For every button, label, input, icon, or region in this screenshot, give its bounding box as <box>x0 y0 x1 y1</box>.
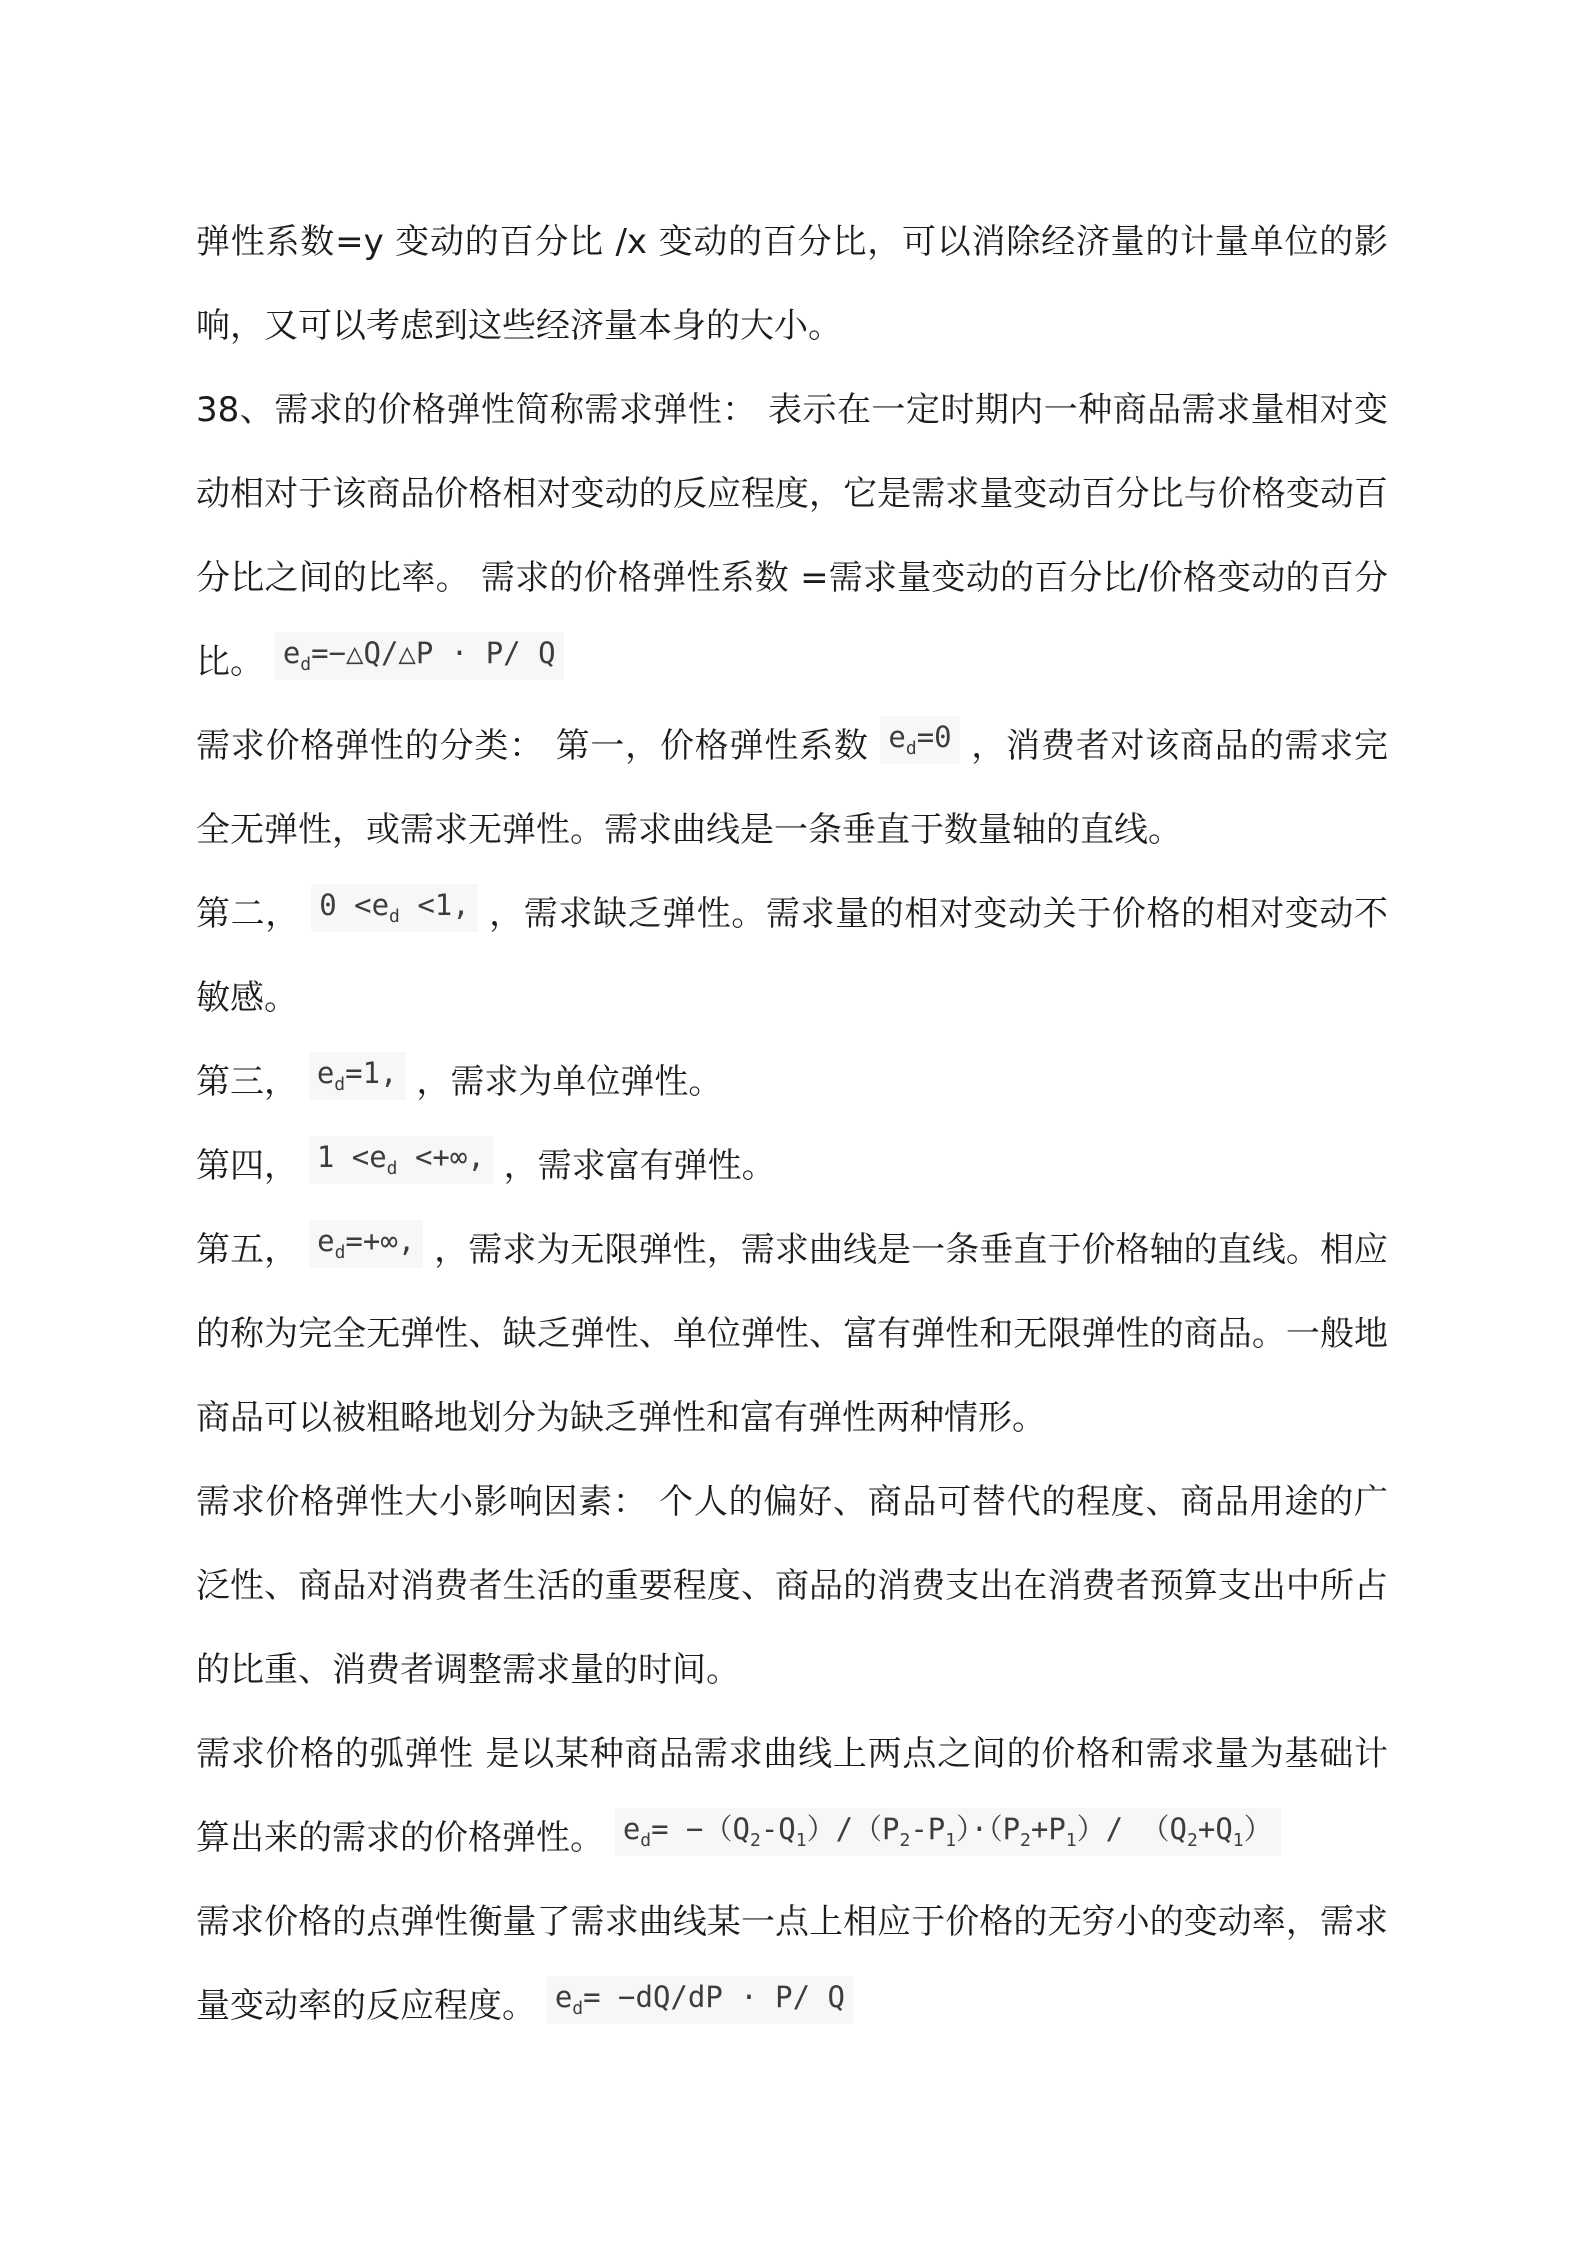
paragraph-text: ，消费者对该商品的需求完全无弹性，或需求无弹性。需求曲线是一条垂直于数量轴的直线。 <box>196 726 1388 850</box>
paragraph-elasticity-coefficient <box>196 200 1388 368</box>
formula-ed-equals-0: $e_d=0$ <box>880 716 959 764</box>
paragraph-text: 第四， <box>196 1146 298 1186</box>
formula-ed-equals-infinity: $e_d=+\infty$, <box>309 1220 423 1268</box>
paragraph-text: 第五， <box>196 1230 299 1270</box>
formula-ed-equals-1: $e_d=1$, <box>309 1052 406 1100</box>
paragraph-arc-elasticity <box>196 1712 1388 1880</box>
paragraph-point-elasticity <box>196 1880 1388 2048</box>
paragraph-third-unit-elastic <box>196 1040 1388 1124</box>
paragraph-text: 需求价格弹性大小影响因素： 个人的偏好、商品可替代的程度、商品用途的广泛性、商品对消费者生活的重要程度、商品的消费支出在消费者预算支出中所占的比重、消费者调整需求量的时间。 <box>196 1482 1388 1690</box>
paragraph-text: ，需求为无限弹性，需求曲线是一条垂直于价格轴的直线。相应的称为完全无弹性、缺乏弹性、单位弹性、富有弹性和无限弹性的商品。一般地商品可以被粗略地划分为缺乏弹性和富有弹性两种情形。 <box>196 1230 1389 1438</box>
formula-point-elasticity: $e_d= -dQ/dP \cdot P/$ Q <box>547 1976 853 2024</box>
formula-price-elasticity-definition: $e_d=-\triangle Q/\triangle P \cdot P/$ Q <box>275 632 564 680</box>
formula-arc-elasticity: $e_d= -(Q_2-Q_1)/(P_2-P_1)\cdot(P_2+P_1)/$ $(Q_2+Q_1)$ <box>615 1808 1281 1856</box>
paragraph-classification-first <box>196 704 1388 872</box>
formula-ed-between-1-and-infinity: $1 <e_d$ <+∞, <box>309 1136 493 1184</box>
paragraph-text: 38、需求的价格弹性简称需求弹性： 表示在一定时期内一种商品需求量相对变动相对于该商品价格相对变动的反应程度，它是需求量变动百分比与价格变动百分比之间的比率。 需求的价格弹性系数 =需求量变动的百分比/价格变动的百分比。 <box>196 390 1388 682</box>
document-body <box>196 200 1388 2048</box>
paragraph-38-demand-price-elasticity <box>196 368 1388 704</box>
paragraph-text: 第三， <box>196 1062 298 1102</box>
paragraph-text: 需求价格的点弹性衡量了需求曲线某一点上相应于价格的无穷小的变动率，需求量变动率的反应程度。 <box>196 1902 1388 2026</box>
paragraph-text: 需求价格弹性的分类： 第一，价格弹性系数 <box>196 726 869 766</box>
formula-ed-between-0-and-1: $0 <e_d <1$, <box>311 884 478 932</box>
paragraph-text: ，需求为单位弹性。 <box>416 1062 723 1102</box>
paragraph-fourth-elastic <box>196 1124 1388 1208</box>
paragraph-second-inelastic <box>196 872 1388 1040</box>
paragraph-fifth-infinitely-elastic <box>196 1208 1388 1460</box>
paragraph-text: 弹性系数=y 变动的百分比 /x 变动的百分比，可以消除经济量的计量单位的影响，又可以考虑到这些经济量本身的大小。 <box>196 222 1388 346</box>
paragraph-text: 第二， <box>196 894 300 934</box>
paragraph-text: ，需求缺乏弹性。需求量的相对变动关于价格的相对变动不敏感。 <box>196 894 1389 1018</box>
paragraph-text: 需求价格的弧弹性 是以某种商品需求曲线上两点之间的价格和需求量为基础计算出来的需求的价格弹性。 <box>196 1734 1388 1858</box>
paragraph-text: ，需求富有弹性。 <box>503 1146 776 1186</box>
paragraph-influencing-factors <box>196 1460 1388 1712</box>
